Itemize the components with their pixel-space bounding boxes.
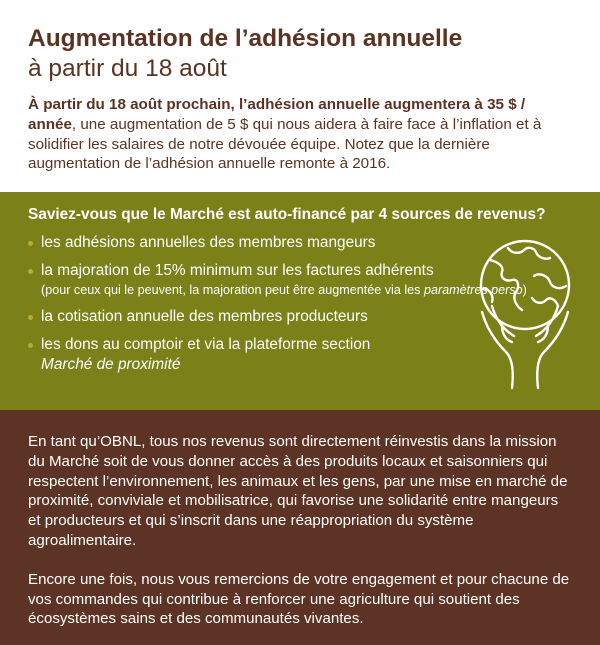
header-section: [0, 0, 600, 192]
mission-paragraph: En tant qu’OBNL, tous nos revenus sont directement réinvestis dans la mission du Marché soit de vous donner accès à des produits locaux et saisonniers qui respectent l’environnement, les animaux et les gens, par une mise en marché de proximité, conviviale et mobilisatrice, qui favorise une solidarité entre mangeurs et producteurs et qui s’inscrit dans une réappropriation du système agroalimentaire.: [28, 433, 568, 549]
revenue-item-4-italic: Marché de proximité: [41, 356, 181, 373]
intro-bold-text: À partir du 18 août prochain, l’adhésion annuelle augmentera à 35 $ / année: [28, 96, 526, 133]
note-close: ): [522, 283, 527, 297]
intro-rest-text: , une augmentation de 5 $ qui nous aidera à faire face à l’inflation et à solidifier les salaires de notre dévouée équipe. Notez que la dernière augmentation de l’adhésion annuelle remonte à 2016.: [28, 115, 542, 173]
mission-section: [0, 410, 600, 645]
revenue-item-1: les adhésions annuelles des membres mangeurs: [41, 234, 376, 251]
intro-paragraph: [28, 95, 574, 174]
revenue-heading: Saviez-vous que le Marché est auto-financé par 4 sources de revenus?: [28, 206, 546, 223]
revenue-section: [0, 192, 600, 410]
page-title: Augmentation de l’adhésion annuelle: [28, 25, 463, 52]
thanks-paragraph: Encore une fois, nous vous remercions de votre engagement et pour chacune de vos commandes qui contribue à renforcer une agriculture qui soutient des écosystèmes sains et des communautés vivantes.: [28, 570, 570, 628]
settings-link-text: paramètres perso: [423, 283, 523, 297]
page-subtitle: à partir du 18 août: [28, 55, 227, 82]
revenue-item-2: la majoration de 15% minimum sur les factures adhérents: [41, 262, 434, 279]
revenue-item-3: la cotisation annuelle des membres producteurs: [41, 308, 368, 325]
note-text: (pour ceux qui le peuvent, la majoration peut être augmentée via les: [41, 283, 424, 297]
hands-globe-icon: [472, 230, 578, 400]
revenue-item-4: les dons au comptoir et via la plateforme section: [41, 336, 371, 353]
